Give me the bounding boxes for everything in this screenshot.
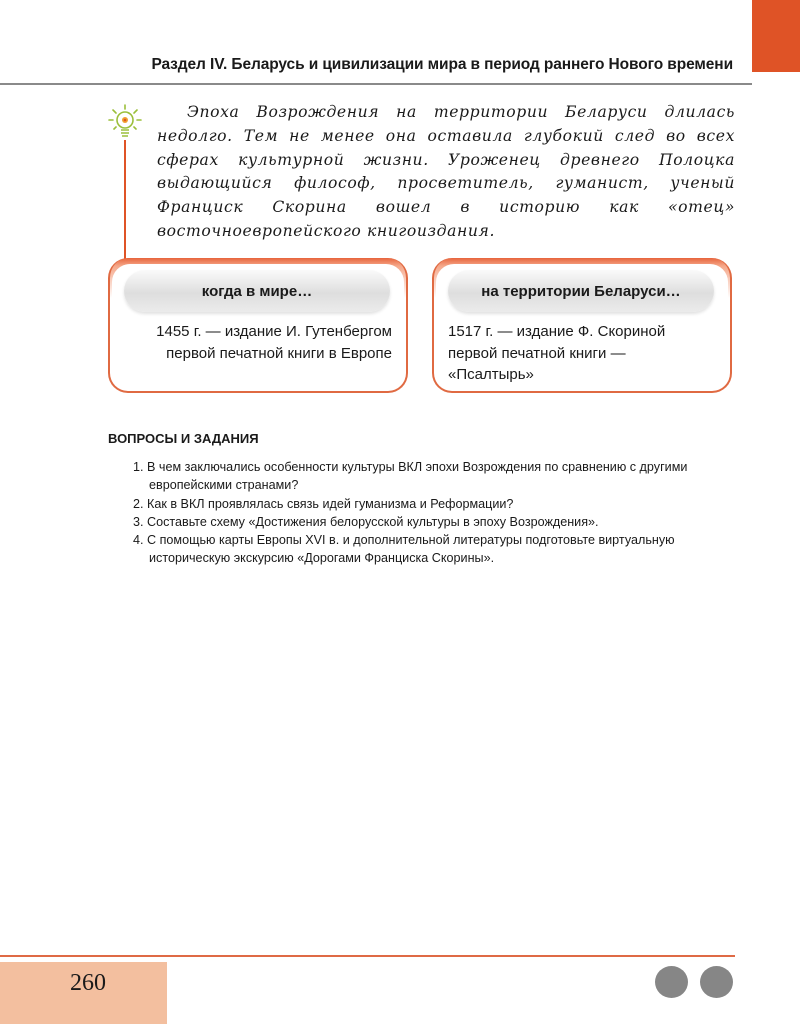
footer-divider — [0, 955, 735, 957]
corner-tab — [752, 0, 800, 72]
text-line: «Псалтырь» — [448, 366, 534, 383]
question-item: 2. Как в ВКЛ проявлялась связь идей гуманизма и Реформации? — [133, 496, 514, 511]
world-event-text — [150, 321, 392, 364]
intro-paragraph: Эпоха Возрождения на территории Беларуси длилась недолго. Тем не менее она оставила глубокий след во всех сферах культурной жизни. Уроженец древнего Полоцка выдающийся философ, просветитель, гуманист, ученый Франциск Скорина вошел в историю как «отец» восточноевропейского книгоиздания. — [157, 103, 735, 240]
question-item: 4. С помощью карты Европы XVI в. и дополнительной литературы подготовьте виртуальную историческую экскурсию «Дорогами Франциска Скорины». — [133, 533, 675, 566]
belarus-event-box — [432, 258, 732, 393]
circle-icon — [700, 966, 733, 998]
accent-line — [124, 140, 126, 260]
text-line: первой печатной книги в Европе — [166, 344, 392, 362]
section-header: Раздел IV. Беларусь и цивилизации мира в период раннего Нового времени — [151, 56, 733, 73]
world-event-box — [108, 258, 408, 393]
page-number: 260 — [70, 970, 106, 996]
header-divider — [0, 83, 752, 85]
text-line: 1455 г. — издание И. Гутенбергом — [156, 323, 392, 340]
belarus-event-title: на территории Беларуси… — [448, 270, 714, 312]
world-event-title: когда в мире… — [124, 270, 390, 312]
lightbulb-icon — [108, 104, 142, 138]
question-item: 1. В чем заключались особенности культуры ВКЛ эпохи Возрождения по сравнению с другими европейскими странами? — [133, 460, 688, 493]
questions-heading: ВОПРОСЫ И ЗАДАНИЯ — [108, 431, 259, 446]
question-item: 3. Составьте схему «Достижения белорусской культуры в эпоху Возрождения». — [133, 514, 599, 529]
questions-list — [133, 458, 733, 568]
text-line: 1517 г. — издание Ф. Скориной — [448, 323, 666, 340]
circle-icon — [655, 966, 688, 998]
text-line: первой печатной книги — — [448, 344, 626, 362]
belarus-event-text — [448, 321, 665, 386]
